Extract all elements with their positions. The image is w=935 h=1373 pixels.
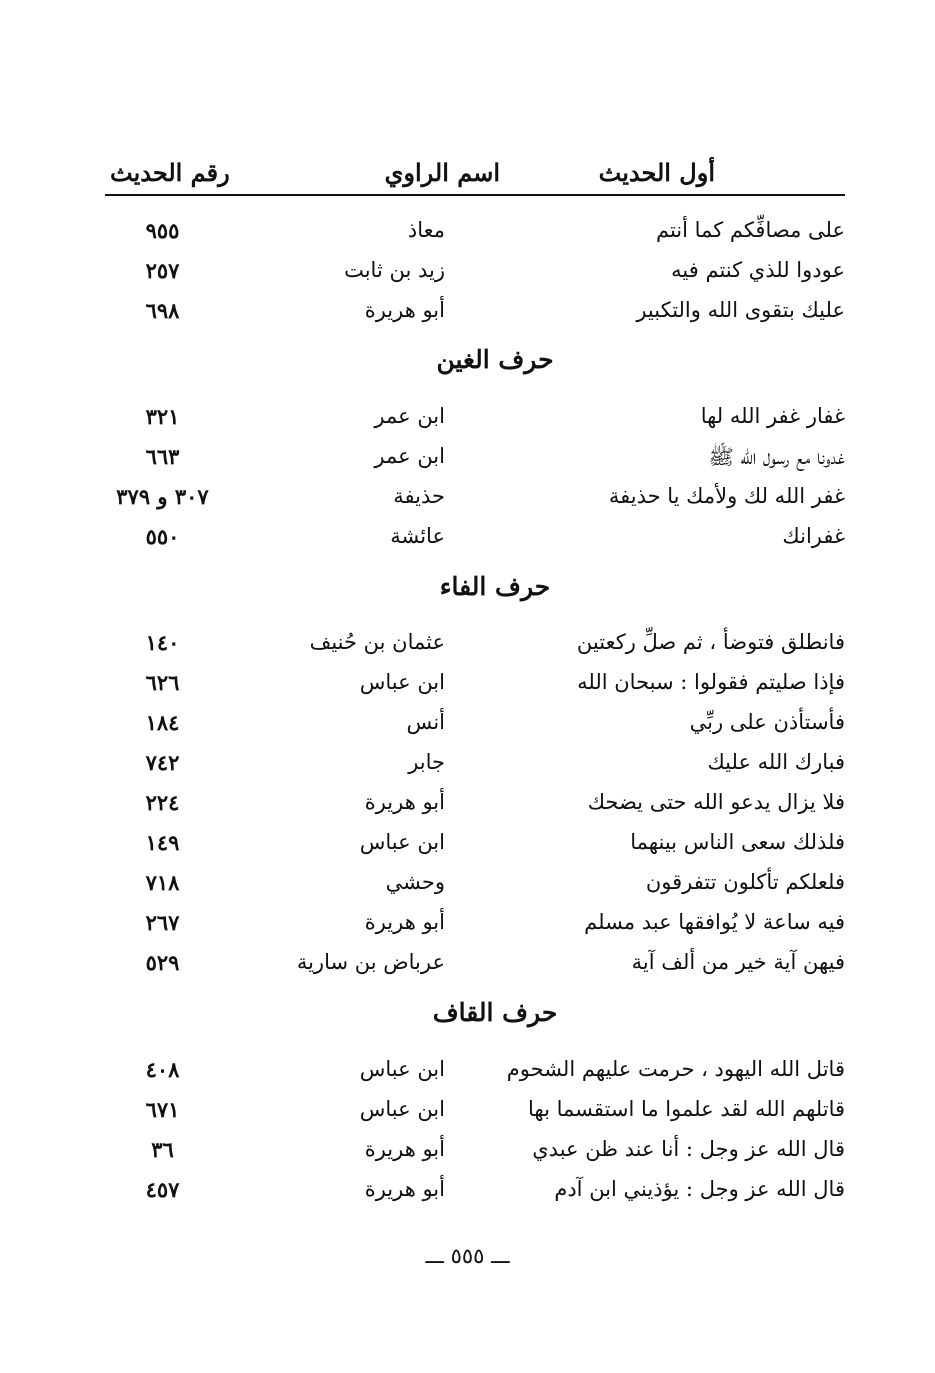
table-row xyxy=(105,438,845,478)
table-row xyxy=(105,784,845,824)
hadith-number: ٥٢٩ xyxy=(145,950,180,975)
table-header xyxy=(105,150,845,196)
hadith-first-words: فانطلق فتوضأ ، ثم صلِّ ركعتين xyxy=(576,630,845,654)
hadith-first-words: قاتلهم الله لقد علموا ما استقسما بها xyxy=(528,1097,845,1121)
table-row xyxy=(105,252,845,292)
hadith-narrator: ابن عباس xyxy=(359,830,445,854)
hadith-number: ١٤٠ xyxy=(145,630,180,655)
hadith-first-words: فأستأذن على ربِّي xyxy=(689,710,845,734)
section-heading xyxy=(105,345,845,389)
hadith-narrator: أبو هريرة xyxy=(364,1137,445,1161)
hadith-first-words: غفرانك xyxy=(782,524,845,548)
hadith-narrator: ابن عباس xyxy=(359,1097,445,1121)
hadith-number: ٥٥٠ xyxy=(145,524,180,549)
hadith-number: ٢٢٤ xyxy=(145,790,180,815)
section-heading xyxy=(105,998,845,1042)
table-row xyxy=(105,212,845,252)
hadith-first-words: غفار غفر الله لها xyxy=(700,404,845,428)
section-title: حرف القاف xyxy=(432,998,558,1027)
table-row xyxy=(105,292,845,332)
hadith-number: ٦٢٦ xyxy=(145,670,180,695)
hadith-narrator: ابن عباس xyxy=(359,670,445,694)
table-row xyxy=(105,478,845,518)
hadith-number: ١٨٤ xyxy=(145,710,180,735)
hadith-first-words: على مصافِّكم كما أنتم xyxy=(655,218,845,242)
hadith-narrator: وحشي xyxy=(385,870,445,894)
hadith-first-words: فبارك الله عليك xyxy=(707,750,845,774)
table-row xyxy=(105,904,845,944)
hadith-narrator: جابر xyxy=(408,750,445,774)
hadith-narrator: ابن عمر xyxy=(374,444,445,468)
hadith-number: ٦٦٣ xyxy=(145,444,180,469)
table-row xyxy=(105,1171,845,1211)
hadith-first-words: غفر الله لك ولأمك يا حذيفة xyxy=(608,484,845,508)
hadith-narrator: معاذ xyxy=(407,218,445,242)
table-row xyxy=(105,944,845,984)
hadith-narrator: حذيفة xyxy=(393,484,445,508)
hadith-number: ١٤٩ xyxy=(145,830,180,855)
section-heading xyxy=(105,572,845,616)
hadith-narrator: عائشة xyxy=(390,524,445,548)
table-row xyxy=(105,518,845,558)
hadith-first-words: قاتل الله اليهود ، حرمت عليهم الشحوم xyxy=(506,1057,845,1081)
hadith-number: ٧٤٢ xyxy=(145,750,180,775)
header-narrator: اسم الراوي xyxy=(384,158,500,187)
table-row xyxy=(105,1131,845,1171)
hadith-number: ٦٧١ xyxy=(145,1097,180,1122)
section-title: حرف الغين xyxy=(436,345,554,374)
hadith-narrator: عرباض بن سارية xyxy=(296,950,445,974)
hadith-narrator: ابن عمر xyxy=(374,404,445,428)
hadith-first-words: فيه ساعة لا يُوافقها عبد مسلم xyxy=(584,910,845,934)
hadith-number: ٤٠٨ xyxy=(145,1057,180,1082)
hadith-narrator: ابن عباس xyxy=(359,1057,445,1081)
header-hadith-number: رقم الحديث xyxy=(110,158,230,187)
hadith-first-words: فلا يزال يدعو الله حتى يضحك xyxy=(587,790,845,814)
table-row xyxy=(105,398,845,438)
table-row xyxy=(105,744,845,784)
table-row xyxy=(105,864,845,904)
hadith-number: ٣٠٧ و ٣٧٩ xyxy=(116,484,209,509)
hadith-narrator: أبو هريرة xyxy=(364,910,445,934)
hadith-number: ٩٥٥ xyxy=(145,218,180,243)
hadith-number: ٢٥٧ xyxy=(145,258,180,283)
table-row xyxy=(105,1051,845,1091)
hadith-first-words: عودوا للذي كنتم فيه xyxy=(671,258,845,282)
hadith-number: ٣٢١ xyxy=(145,404,180,429)
hadith-first-words: فلذلك سعى الناس بينهما xyxy=(630,830,845,854)
hadith-narrator: عثمان بن حُنيف xyxy=(309,630,445,654)
section-title: حرف الفاء xyxy=(439,572,551,601)
table-row xyxy=(105,624,845,664)
page-number: ـــ ٥٥٥ ـــ xyxy=(425,1244,510,1268)
hadith-narrator: زيد بن ثابت xyxy=(344,258,445,282)
hadith-number: ٢٦٧ xyxy=(145,910,180,935)
hadith-first-words: فلعلكم تأكلون تتفرقون xyxy=(645,870,845,894)
hadith-number: ٣٦ xyxy=(151,1137,174,1162)
table-row xyxy=(105,704,845,744)
table-row xyxy=(105,1091,845,1131)
hadith-first-words: فإذا صليتم فقولوا : سبحان الله xyxy=(577,670,845,694)
hadith-number: ٦٩٨ xyxy=(145,298,180,323)
hadith-first-words: غدونا مع رسول الله ﷺ xyxy=(708,445,845,469)
hadith-first-words: قال الله عز وجل : يؤذيني ابن آدم xyxy=(554,1177,845,1201)
table-row xyxy=(105,664,845,704)
hadith-first-words: فيهن آية خير من ألف آية xyxy=(631,950,845,974)
hadith-narrator: أبو هريرة xyxy=(364,1177,445,1201)
header-first-words: أول الحديث xyxy=(598,158,715,187)
hadith-number: ٤٥٧ xyxy=(145,1177,180,1202)
hadith-number: ٧١٨ xyxy=(145,870,180,895)
hadith-narrator: أنس xyxy=(406,710,445,734)
hadith-narrator: أبو هريرة xyxy=(364,298,445,322)
hadith-first-words: قال الله عز وجل : أنا عند ظن عبدي xyxy=(532,1137,845,1161)
table-row xyxy=(105,824,845,864)
hadith-first-words: عليك بتقوى الله والتكبير xyxy=(636,298,845,322)
hadith-narrator: أبو هريرة xyxy=(364,790,445,814)
